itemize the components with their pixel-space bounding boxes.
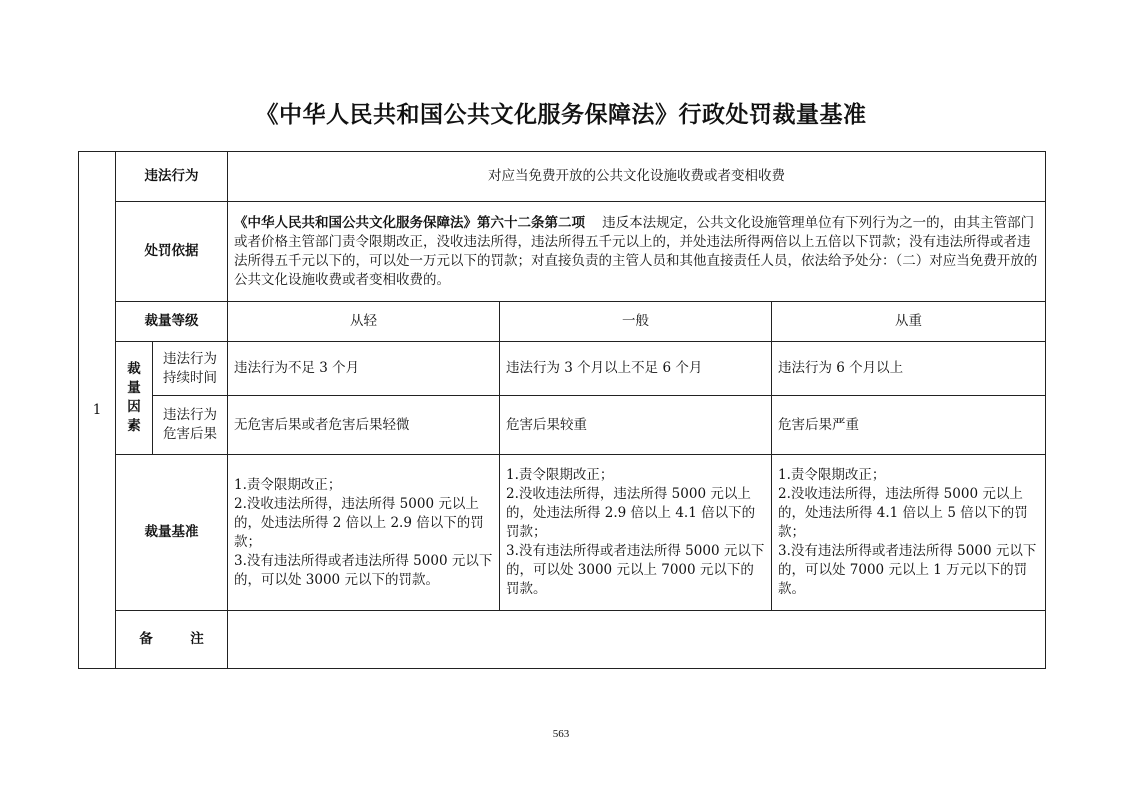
factor-harm-name-line1: 违法行为 — [163, 407, 217, 423]
harm-normal: 危害后果较重 — [500, 396, 772, 455]
violation-text: 对应当免费开放的公共文化设施收费或者变相收费 — [228, 152, 1046, 202]
basis-law-reference: 《中华人民共和国公共文化服务保障法》第六十二条第二项 — [234, 214, 585, 231]
duration-light: 违法行为不足 3 个月 — [228, 342, 500, 396]
remarks-label-left: 备 — [139, 631, 153, 647]
discretion-table — [78, 151, 1046, 669]
standard-heavy-item: 2.没收违法所得，违法所得 5000 元以上的，处违法所得 4.1 倍以上 5 倍以下的罚款； — [778, 486, 1028, 540]
basis-row — [79, 202, 1046, 302]
harm-light: 无危害后果或者危害后果轻微 — [228, 396, 500, 455]
basis-law-content: 违反本法规定，公共文化设施管理单位有下列行为之一的，由其主管部门或者价格主管部门责令限期改正，没收违法所得，违法所得五千元以上的，并处违法所得两倍以上五倍以下罚款；没有违法所得或者违法所得五千元以下的，可以处一万元以下的罚款；对直接负责的主管人员和其他直接责任人员，依法给予处分：（二）对应当免费开放的公共文化设施收费或者变相收费的。 — [234, 214, 1038, 288]
page-number: 563 — [552, 728, 570, 740]
level-row — [79, 302, 1046, 342]
item-index: 1 — [79, 152, 116, 669]
remarks-row — [79, 611, 1046, 669]
standard-normal — [500, 455, 772, 611]
factor-duration-name-line1: 违法行为 — [163, 350, 217, 367]
violation-label: 违法行为 — [116, 152, 228, 202]
factor-duration-row — [79, 342, 1046, 396]
level-light: 从轻 — [228, 302, 500, 342]
standard-heavy — [772, 455, 1046, 611]
page-title: 《中华人民共和国公共文化服务保障法》行政处罚裁量基准 — [255, 101, 867, 128]
factor-harm-name — [153, 396, 228, 455]
standard-normal-item: 2.没收违法所得，违法所得 5000 元以上的，处违法所得 2.9 倍以上 4.1 倍以下的罚款； — [506, 486, 756, 540]
remarks-label-right: 注 — [190, 631, 204, 647]
factor-label-char: 量 — [127, 380, 141, 396]
level-heavy: 从重 — [772, 302, 1046, 342]
basis-text — [228, 202, 1046, 302]
harm-heavy: 危害后果严重 — [772, 396, 1046, 455]
duration-normal: 违法行为 3 个月以上不足 6 个月 — [500, 342, 772, 396]
factor-harm-name-line2: 危害后果 — [163, 426, 217, 442]
standard-normal-item: 3.没有违法所得或者违法所得 5000 元以下的，可以处 3000 元以上 7000 元以下的罚款。 — [506, 543, 765, 597]
factor-harm-row — [79, 396, 1046, 455]
standard-light-item: 1.责令限期改正； — [234, 476, 342, 493]
factor-label-char: 裁 — [127, 361, 141, 377]
remarks-text — [228, 611, 1046, 669]
standard-row — [79, 455, 1046, 611]
standard-light-item: 3.没有违法所得或者违法所得 5000 元以下的，可以处 3000 元以下的罚款。 — [234, 552, 493, 588]
standard-label: 裁量基准 — [116, 455, 228, 611]
remarks-label — [116, 611, 228, 669]
standard-normal-item: 1.责令限期改正； — [506, 467, 614, 483]
factor-label — [116, 342, 153, 455]
standard-light — [228, 455, 500, 611]
level-label: 裁量等级 — [116, 302, 228, 342]
factor-duration-name-line2: 持续时间 — [163, 369, 217, 386]
factor-label-char: 因 — [127, 399, 141, 415]
standard-light-item: 2.没收违法所得，违法所得 5000 元以上的，处违法所得 2 倍以上 2.9 倍以下的罚款； — [234, 495, 484, 550]
factor-label-char: 素 — [127, 418, 141, 434]
duration-heavy: 违法行为 6 个月以上 — [772, 342, 1046, 396]
basis-label: 处罚依据 — [116, 202, 228, 302]
level-normal: 一般 — [500, 302, 772, 342]
standard-heavy-item: 3.没有违法所得或者违法所得 5000 元以下的，可以处 7000 元以上 1 万元以下的罚款。 — [778, 543, 1037, 597]
standard-heavy-item: 1.责令限期改正； — [778, 467, 886, 483]
violation-row — [79, 152, 1046, 202]
factor-duration-name — [153, 342, 228, 396]
